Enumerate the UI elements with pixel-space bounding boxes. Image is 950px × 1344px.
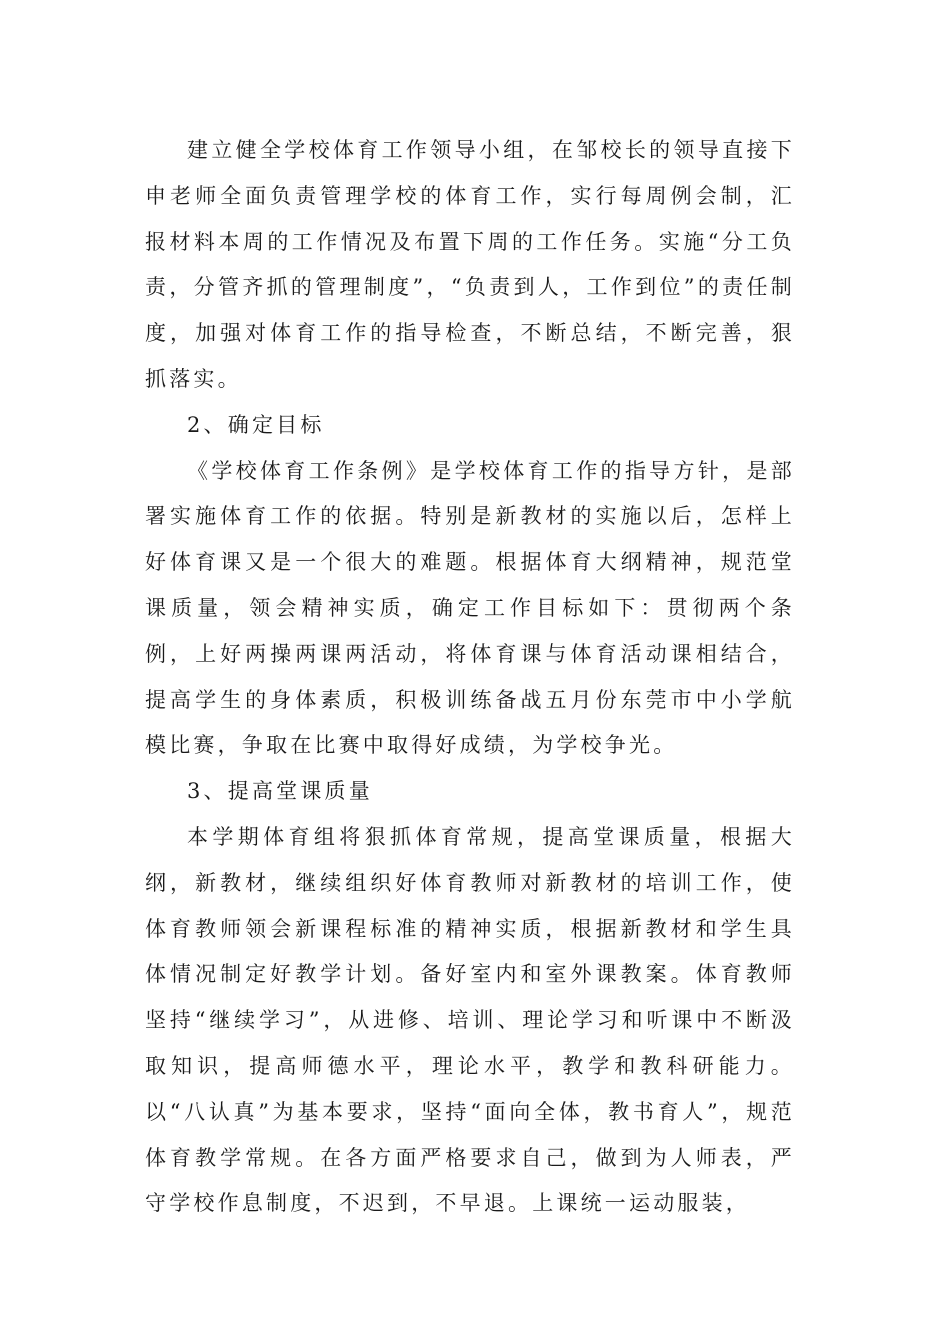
document-body xyxy=(145,128,795,1227)
paragraph-class-quality: 本学期体育组将狠抓体育常规，提高堂课质量，根据大纲，新教材，继续组织好体育教师对新教材的培训工作，使体育教师领会新课程标准的精神实质，根据新教材和学生具体情况制定好教学计划。备好室内和室外课教案。体育教师坚持“继续学习”，从进修、培训、理论学习和听课中不断汲取知识，提高师德水平，理论水平，教学和教科研能力。以“八认真”为基本要求，坚持“面向全体，教书育人”，规范体育教学常规。在各方面严格要求自己，做到为人师表，严守学校作息制度，不迟到，不早退。上课统一运动服装， xyxy=(145,824,795,1216)
section-heading-class-quality: 3、提高堂课质量 xyxy=(187,779,373,804)
paragraph-goals: 《学校体育工作条例》是学校体育工作的指导方针，是部署实施体育工作的依据。特别是新教材的实施以后，怎样上好体育课又是一个很大的难题。根据体育大纲精神，规范堂课质量，领会精神实质，确定工作目标如下：贯彻两个条例，上好两操两课两活动，将体育课与体育活动课相结合，提高学生的身体素质，积极训练备战五月份东莞市中小学航模比赛，争取在比赛中取得好成绩，为学校争光。 xyxy=(145,458,795,758)
section-heading-goals: 2、确定目标 xyxy=(187,412,325,437)
paragraph-leadership: 建立健全学校体育工作领导小组，在邹校长的领导直接下申老师全面负责管理学校的体育工作，实行每周例会制，汇报材料本周的工作情况及布置下周的工作任务。实施“分工负责，分管齐抓的管理制度”，“负责到人，工作到位”的责任制度，加强对体育工作的指导检查，不断总结，不断完善，狠抓落实。 xyxy=(145,138,795,391)
